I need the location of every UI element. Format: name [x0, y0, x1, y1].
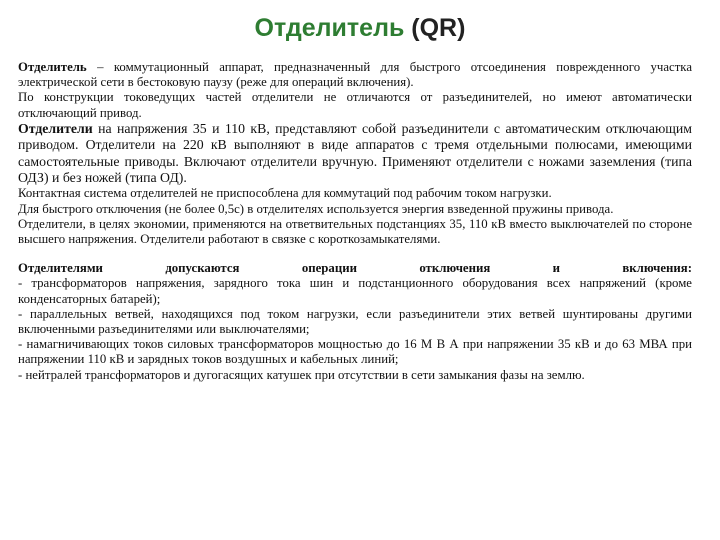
heading-word: Отделителями — [18, 261, 103, 276]
slide-body — [18, 60, 692, 383]
heading-word: и — [552, 261, 561, 276]
operations-item: - параллельных ветвей, находящихся под током нагрузки, если разъединители этих ветвей шунтированы другими включенными разъединителями или выключателями; — [18, 306, 692, 337]
paragraph-construction — [18, 90, 692, 120]
paragraph-text: По конструкции токоведущих частей отделители не отличаются от разъединителей, но имеют автоматически отключающий привод. — [18, 90, 692, 120]
paragraph-text: Отделители, в целях экономии, применяются на ответвительных подстанциях 35, 110 кВ вместо выключателей по стороне высшего напряжения. Отделители работают в связке с короткозамыкателями. — [18, 216, 692, 247]
paragraph-spring — [18, 202, 692, 217]
paragraph-text: Для быстрого отключения (не более 0,5с) в отделителях используется энергия взведенной пружины привода. — [18, 201, 614, 216]
heading-word: допускаются — [165, 261, 240, 276]
heading-word: операции — [301, 261, 357, 276]
heading-word: включения: — [622, 261, 692, 276]
paragraph-text: на напряжения 35 и 110 кВ, представляют собой разъединители с автоматическим отключающим приводом. Отделители на 220 кВ выполняют в виде аппаратов с тремя отдельными полюсами, имеющими самостоятельные приводы. Включают отделители вручную. Применяют отделители с ножами заземления (типа ОДЗ) и без ножей (типа ОД). — [18, 120, 692, 186]
operations-item: - намагничивающих токов силовых трансформаторов мощностью до 16 М В А при напряжении 35 кВ и до 63 МВА при напряжении 110 кВ и зарядных токов воздушных и кабельных линий; — [18, 337, 692, 367]
paragraph-definition — [18, 60, 692, 90]
paragraph-text: Контактная система отделителей не приспособлена для коммутаций под рабочим током нагрузки. — [18, 186, 552, 201]
paragraph-lead: Отделитель — [18, 60, 87, 74]
operations-heading — [18, 261, 692, 276]
slide-title — [0, 14, 720, 43]
paragraph-voltage — [18, 121, 692, 187]
paragraph-contact-system — [18, 186, 692, 201]
spacer — [18, 247, 692, 261]
operations-item: - нейтралей трансформаторов и дугогасящих катушек при отсутствии в сети замыкания фазы на землю. — [18, 367, 585, 382]
paragraph-lead: Отделители — [18, 120, 93, 136]
paragraph-economy — [18, 217, 692, 247]
paragraph-text: – коммутационный аппарат, предназначенный для быстрого отсоединения поврежденного участка электрической сети в бестоковую паузу (реже для операций включения). — [18, 60, 692, 90]
title-code: (QR) — [411, 14, 466, 42]
heading-word: отключения — [419, 261, 491, 276]
operations-item: - трансформаторов напряжения, зарядного тока шин и подстанционного оборудования всех напряжений (кроме конденсаторных батарей); — [18, 276, 692, 306]
title-main: Отделитель — [254, 14, 405, 42]
